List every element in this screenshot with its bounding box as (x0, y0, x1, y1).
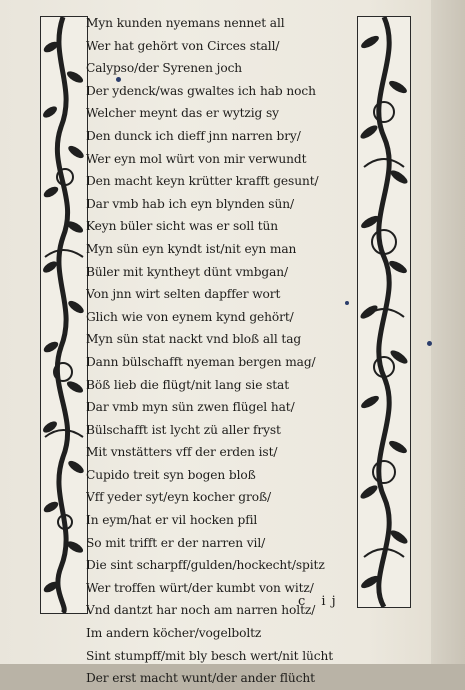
verse-line: Wer troffen würt/der kumbt von witz/ (86, 580, 314, 595)
left-vine-ornament (41, 17, 87, 613)
verse-line: In eym/hat er vil hocken pfil (86, 513, 258, 528)
ink-speck (116, 77, 121, 82)
verse-line: Den macht keyn krütter krafft gesunt/ (86, 174, 319, 189)
verse-line: Von jnn wirt selten dapffer wort (86, 287, 281, 302)
right-vine-ornament (358, 17, 410, 607)
verse-line: Myn sün eyn kyndt ist/nit eyn man (86, 241, 297, 256)
verse-line: Dann bülschafft nyeman bergen mag/ (86, 354, 316, 369)
verse-line: Bülschafft ist lycht zü aller fryst (86, 422, 281, 437)
verse-line: Der erst macht wunt/der ander flücht (86, 671, 315, 686)
verse-line: Calypso/der Syrenen joch (86, 61, 243, 76)
verse-line: Büler mit kyntheyt dünt vmbgan/ (86, 264, 289, 279)
verse-text-block (86, 12, 348, 690)
verse-line: Vff yeder syt/eyn kocher groß/ (86, 490, 271, 505)
verse-line: Keyn büler sicht was er soll tün (86, 219, 279, 234)
ink-speck (427, 341, 432, 346)
page-edge (431, 0, 465, 664)
verse-line: Vnd dantzt har noch am narren holtz/ (86, 603, 316, 618)
verse-line: Wer eyn mol würt von mir verwundt (86, 151, 307, 166)
verse-line: Myn sün stat nackt vnd bloß all tag (86, 332, 302, 347)
verse-line: Der ydenck/was gwaltes ich hab noch (86, 83, 316, 98)
verse-line: Dar vmb hab ich eyn blynden sün/ (86, 196, 294, 211)
verse-line: Mit vnstätters vff der erden ist/ (86, 445, 278, 460)
verse-line: Die sint scharpff/gulden/hockecht/spitz (86, 558, 325, 573)
verse-line: Cupido treit syn bogen bloß (86, 467, 256, 482)
verse-line: Böß lieb die flügt/nit lang sie stat (86, 377, 290, 392)
right-woodcut-border (357, 16, 411, 608)
verse-line: Welcher meynt das er wytzig sy (86, 106, 279, 121)
verse-line: Den dunck ich dieff jnn narren bry/ (86, 128, 301, 143)
verse-line: So mit trifft er der narren vil/ (86, 535, 266, 550)
verse-line: Sint stumpff/mit bly besch wert/nit lücht (86, 648, 334, 663)
verse-line: Glich wie von eynem kynd gehört/ (86, 309, 294, 324)
verse-line: Dar vmb myn sün zwen flügel hat/ (86, 400, 295, 415)
verse-line: Wer hat gehört von Circes stall/ (86, 38, 280, 53)
left-woodcut-border (40, 16, 88, 614)
signature-mark: c ij (298, 594, 342, 609)
ink-speck (345, 301, 349, 305)
verse-line: Myn kunden nyemans nennet all (86, 16, 285, 30)
verse-line: Im andern köcher/vogelboltz (86, 626, 262, 641)
